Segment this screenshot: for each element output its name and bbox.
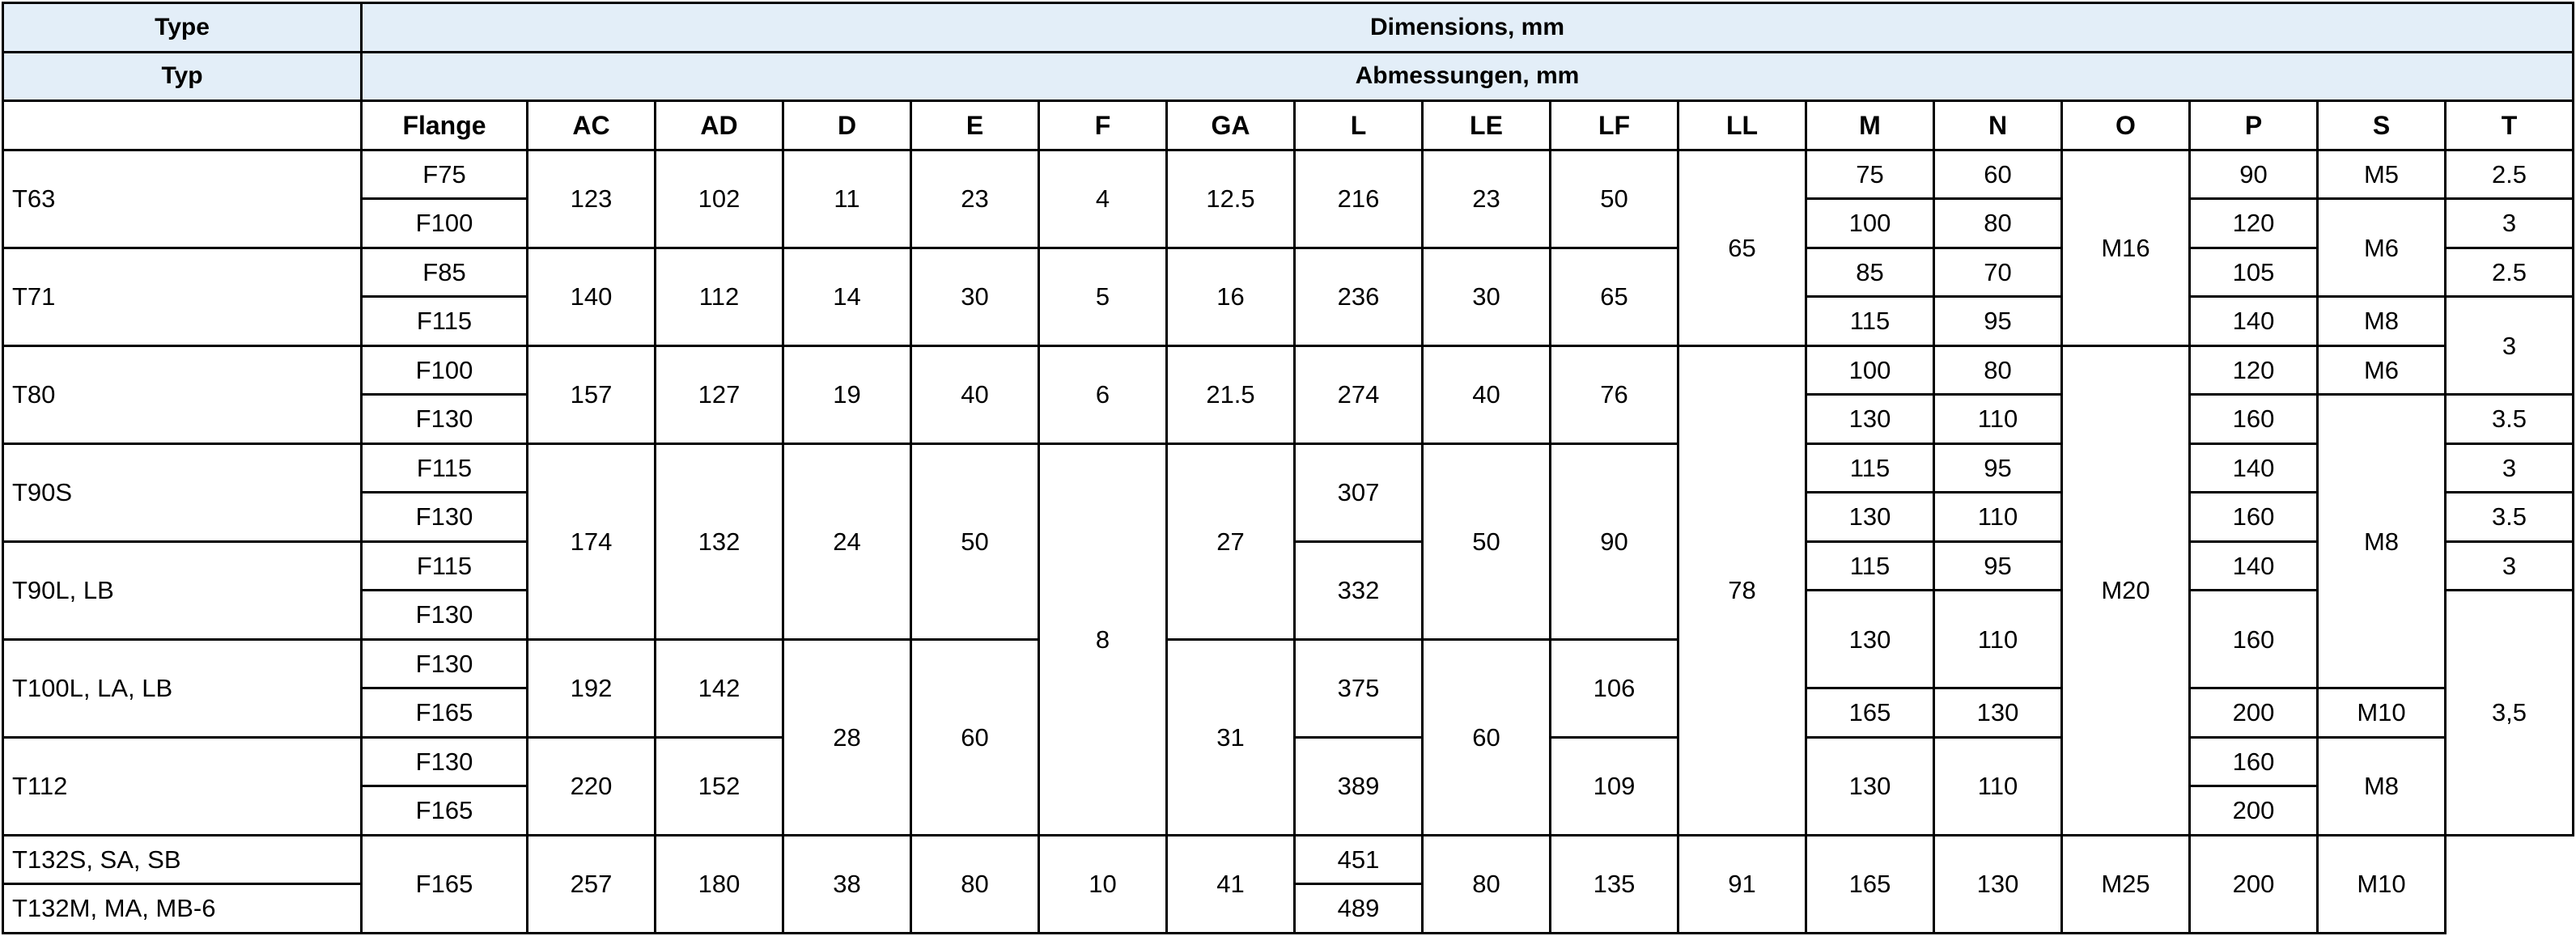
ad-cell: 152 (656, 737, 783, 835)
m-cell: 165 (1806, 688, 1934, 738)
d-cell: 19 (783, 345, 911, 443)
p-cell: 120 (2190, 199, 2318, 248)
m-cell: 130 (1806, 395, 1934, 444)
p-cell: 140 (2190, 297, 2318, 346)
f-cell: 10 (1039, 835, 1167, 933)
n-cell: 95 (1934, 541, 2062, 591)
l-cell: 274 (1295, 345, 1423, 443)
le-cell: 80 (1423, 835, 1551, 933)
type-header: Type (3, 3, 362, 53)
d-cell: 11 (783, 150, 911, 248)
f-cell: 8 (1039, 443, 1167, 835)
s-cell: M10 (2318, 835, 2446, 933)
f-cell: 5 (1039, 248, 1167, 345)
lf-cell: 50 (1551, 150, 1678, 248)
type-cell: T90S (3, 443, 362, 541)
n-cell: 110 (1934, 737, 2062, 835)
type-cell: T90L, LB (3, 541, 362, 639)
n-cell: 60 (1934, 150, 2062, 199)
n-cell: 110 (1934, 591, 2062, 688)
ga-cell: 21.5 (1167, 345, 1295, 443)
e-cell: 40 (911, 345, 1039, 443)
m-cell: 75 (1806, 150, 1934, 199)
dimensions-header: Dimensions, mm (362, 3, 2574, 53)
s-cell: M8 (2318, 395, 2446, 688)
t-cell: 3.5 (2446, 395, 2574, 444)
header-row-de (3, 52, 2574, 101)
n-cell: 80 (1934, 199, 2062, 248)
ga-cell: 12.5 (1167, 150, 1295, 248)
e-cell: 80 (911, 835, 1039, 933)
ad-cell: 132 (656, 443, 783, 639)
lf-cell: 65 (1551, 248, 1678, 345)
p-cell: 140 (2190, 443, 2318, 493)
column-header-d: D (783, 101, 911, 150)
flange-cell: F165 (362, 835, 528, 933)
lf-cell: 106 (1551, 639, 1678, 737)
lf-cell: 90 (1551, 443, 1678, 639)
l-cell: 451 (1295, 835, 1423, 884)
flange-cell: F165 (362, 688, 528, 738)
ac-cell: 140 (528, 248, 656, 345)
e-cell: 23 (911, 150, 1039, 248)
m-cell: 130 (1806, 493, 1934, 542)
type-cell: T100L, LA, LB (3, 639, 362, 737)
ga-cell: 31 (1167, 639, 1295, 835)
column-header-f: F (1039, 101, 1167, 150)
flange-cell: F85 (362, 248, 528, 297)
s-cell: M5 (2318, 150, 2446, 199)
t-cell: 3 (2446, 541, 2574, 591)
o-cell: M20 (2062, 345, 2190, 835)
ga-cell: 27 (1167, 443, 1295, 639)
m-cell: 115 (1806, 297, 1934, 346)
ga-cell: 41 (1167, 835, 1295, 933)
d-cell: 24 (783, 443, 911, 639)
flange-cell: F130 (362, 395, 528, 444)
column-header-le: LE (1423, 101, 1551, 150)
s-cell: M8 (2318, 737, 2446, 835)
column-header-t: T (2446, 101, 2574, 150)
column-header-lf: LF (1551, 101, 1678, 150)
p-cell: 200 (2190, 835, 2318, 933)
n-cell: 95 (1934, 443, 2062, 493)
m-cell: 130 (1806, 737, 1934, 835)
le-cell: 40 (1423, 345, 1551, 443)
ll-cell: 91 (1678, 835, 1806, 933)
l-cell: 307 (1295, 443, 1423, 541)
type-cell: T132S, SA, SB (3, 835, 362, 884)
column-header-s: S (2318, 101, 2446, 150)
p-cell: 160 (2190, 737, 2318, 786)
l-cell: 375 (1295, 639, 1423, 737)
le-cell: 50 (1423, 443, 1551, 639)
typ-header: Typ (3, 52, 362, 101)
e-cell: 60 (911, 639, 1039, 835)
d-cell: 38 (783, 835, 911, 933)
p-cell: 140 (2190, 541, 2318, 591)
flange-cell: F130 (362, 493, 528, 542)
column-header-ll: LL (1678, 101, 1806, 150)
n-cell: 110 (1934, 395, 2062, 444)
column-header-l: L (1295, 101, 1423, 150)
m-cell: 100 (1806, 199, 1934, 248)
p-cell: 120 (2190, 345, 2318, 395)
t-cell: 3 (2446, 443, 2574, 493)
column-header-n: N (1934, 101, 2062, 150)
s-cell: M6 (2318, 199, 2446, 297)
ll-cell: 65 (1678, 150, 1806, 345)
t-cell: 3,5 (2446, 591, 2574, 836)
type-cell: T132M, MA, MB-6 (3, 884, 362, 934)
column-header-ac: AC (528, 101, 656, 150)
ac-cell: 220 (528, 737, 656, 835)
s-cell: M6 (2318, 345, 2446, 395)
type-cell: T80 (3, 345, 362, 443)
le-cell: 30 (1423, 248, 1551, 345)
d-cell: 14 (783, 248, 911, 345)
t-cell: 2.5 (2446, 150, 2574, 199)
n-cell: 130 (1934, 688, 2062, 738)
ad-cell: 127 (656, 345, 783, 443)
table-row (3, 345, 2574, 395)
t-cell: 2.5 (2446, 248, 2574, 297)
d-cell: 28 (783, 639, 911, 835)
column-header-ad: AD (656, 101, 783, 150)
ll-cell: 78 (1678, 345, 1806, 835)
flange-cell: F115 (362, 297, 528, 346)
f-cell: 6 (1039, 345, 1167, 443)
abmessungen-header: Abmessungen, mm (362, 52, 2574, 101)
n-cell: 130 (1934, 835, 2062, 933)
flange-cell: F165 (362, 786, 528, 836)
o-cell: M16 (2062, 150, 2190, 345)
flange-cell: F115 (362, 541, 528, 591)
table-row (3, 150, 2574, 199)
p-cell: 160 (2190, 591, 2318, 688)
n-cell: 95 (1934, 297, 2062, 346)
p-cell: 200 (2190, 688, 2318, 738)
type-cell: T71 (3, 248, 362, 345)
flange-cell: F130 (362, 639, 528, 688)
m-cell: 130 (1806, 591, 1934, 688)
lf-cell: 109 (1551, 737, 1678, 835)
ac-cell: 174 (528, 443, 656, 639)
p-cell: 160 (2190, 395, 2318, 444)
lf-cell: 76 (1551, 345, 1678, 443)
flange-cell: F115 (362, 443, 528, 493)
l-cell: 216 (1295, 150, 1423, 248)
o-cell: M25 (2062, 835, 2190, 933)
column-header-e: E (911, 101, 1039, 150)
flange-cell: F130 (362, 737, 528, 786)
ad-cell: 180 (656, 835, 783, 933)
ac-cell: 123 (528, 150, 656, 248)
le-cell: 23 (1423, 150, 1551, 248)
p-cell: 90 (2190, 150, 2318, 199)
column-header-blank (3, 101, 362, 150)
column-header-m: M (1806, 101, 1934, 150)
p-cell: 105 (2190, 248, 2318, 297)
m-cell: 100 (1806, 345, 1934, 395)
t-cell: 3 (2446, 297, 2574, 395)
s-cell: M8 (2318, 297, 2446, 346)
l-cell: 389 (1295, 737, 1423, 835)
s-cell: M10 (2318, 688, 2446, 738)
ad-cell: 112 (656, 248, 783, 345)
l-cell: 489 (1295, 884, 1423, 934)
p-cell: 200 (2190, 786, 2318, 836)
ad-cell: 142 (656, 639, 783, 737)
e-cell: 50 (911, 443, 1039, 639)
f-cell: 4 (1039, 150, 1167, 248)
l-cell: 236 (1295, 248, 1423, 345)
m-cell: 115 (1806, 443, 1934, 493)
m-cell: 115 (1806, 541, 1934, 591)
column-header-o: O (2062, 101, 2190, 150)
p-cell: 160 (2190, 493, 2318, 542)
dimensions-table (2, 2, 2574, 934)
n-cell: 70 (1934, 248, 2062, 297)
n-cell: 110 (1934, 493, 2062, 542)
column-header-flange: Flange (362, 101, 528, 150)
e-cell: 30 (911, 248, 1039, 345)
flange-cell: F100 (362, 199, 528, 248)
table-row (3, 835, 2574, 884)
header-row-en (3, 3, 2574, 53)
t-cell: 3 (2446, 199, 2574, 248)
column-header-row (3, 101, 2574, 150)
t-cell: 3.5 (2446, 493, 2574, 542)
le-cell: 60 (1423, 639, 1551, 835)
m-cell: 85 (1806, 248, 1934, 297)
lf-cell: 135 (1551, 835, 1678, 933)
type-cell: T112 (3, 737, 362, 835)
type-cell: T63 (3, 150, 362, 248)
ac-cell: 257 (528, 835, 656, 933)
ad-cell: 102 (656, 150, 783, 248)
l-cell: 332 (1295, 541, 1423, 639)
flange-cell: F75 (362, 150, 528, 199)
column-header-p: P (2190, 101, 2318, 150)
m-cell: 165 (1806, 835, 1934, 933)
n-cell: 80 (1934, 345, 2062, 395)
ga-cell: 16 (1167, 248, 1295, 345)
flange-cell: F130 (362, 591, 528, 640)
ac-cell: 192 (528, 639, 656, 737)
column-header-ga: GA (1167, 101, 1295, 150)
ac-cell: 157 (528, 345, 656, 443)
flange-cell: F100 (362, 345, 528, 395)
